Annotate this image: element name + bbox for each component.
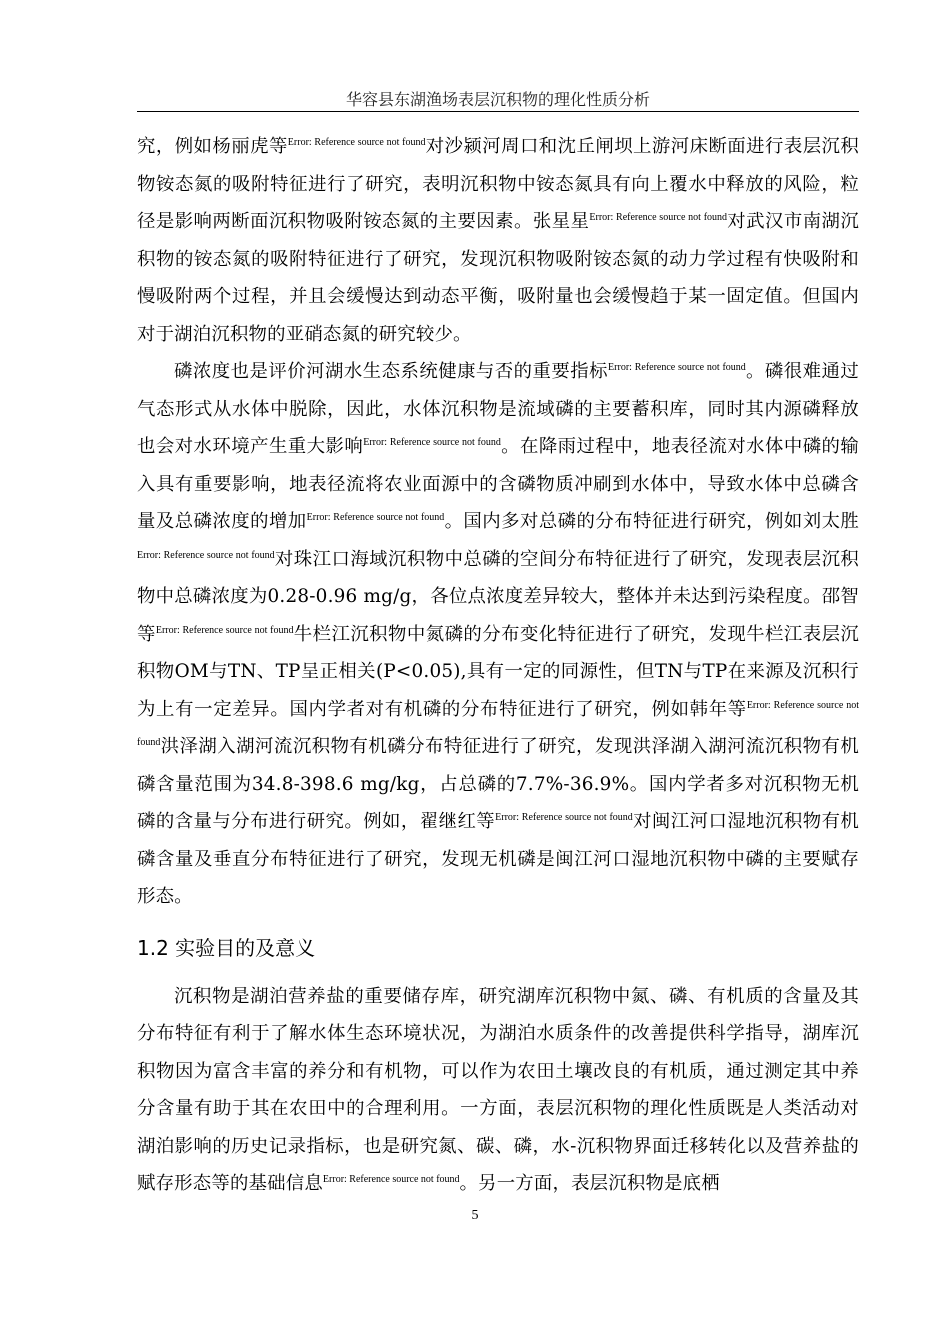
citation-error: Error: Reference source not found [137, 699, 860, 748]
body-text [137, 128, 859, 1203]
text-segment: 沉积物是湖泊营养盐的重要储存库，研究湖库沉积物中氮、磷、有机质的含量及其分布特征有利于了解水体生态环境状况，为湖泊水质条件的改善提供科学指导，湖库沉积物因为富含丰富的养分和有机物，可以作为农田土壤改良的有机质，通过测定其中养分含量有助于其在农田中的合理利用。一方面，表层沉积物的理化性质既是人类活动对湖泊影响的历史记录指标，也是研究氮、碳、磷，水-沉积物界面迁移转化以及营养盐的赋存形态等的基础信息 [137, 985, 859, 1194]
section-heading: 1.2 实验目的及意义 [137, 935, 316, 960]
text-segment: 。国内多对总磷的分布特征进行研究，例如刘太胜 [444, 511, 860, 532]
citation-error: Error: Reference source not found [608, 362, 746, 373]
citation-error: Error: Reference source not found [287, 137, 426, 148]
text-segment: 洪泽湖入湖河流沉积物有机磷分布特征进行了研究，发现洪泽湖入湖河流沉积物有机磷含量范围为34.8-398.6 mg/kg，占总磷的7.7%-36.9%。国内学者多对沉积物无机磷的含量与分布进行研究。例如，翟继红等 [137, 736, 859, 832]
paragraph-purpose [137, 978, 859, 1203]
paragraph-phosphorus [137, 353, 859, 916]
text-segment: 对珠江口海域沉积物中总磷的空间分布特征进行了研究，发现表层沉积物中总磷浓度为0.28-0.96 mg/g，各位点浓度差异较大，整体并未达到污染程度。邵智等 [137, 548, 860, 645]
text-segment: 牛栏江沉积物中氮磷的分布变化特征进行了研究，发现牛栏江表层沉积物OM与TN、TP呈正相关(P<0.05),具有一定的同源性，但TN与TP在来源及沉积行为上有一定差异。国内学者对有机磷的分布特征进行了研究，例如韩年等 [137, 623, 860, 720]
header-rule [137, 111, 859, 112]
text-segment: 对闽江河口湿地沉积物有机磷含量及垂直分布特征进行了研究，发现无机磷是闽江河口湿地沉积物中磷的主要赋存形态。 [137, 811, 860, 907]
citation-error: Error: Reference source not found [137, 549, 275, 561]
page-number: 5 [471, 1208, 479, 1223]
citation-error: Error: Reference source not found [363, 437, 501, 448]
citation-error: Error: Reference source not found [306, 512, 445, 523]
text-segment: 。磷很难通过气态形式从水体中脱除，因此，水体沉积物是流域磷的主要蓄积库，同时其内源磷释放也会对水环境产生重大影响 [137, 361, 860, 457]
text-segment: 究，例如杨丽虎等 [137, 136, 288, 157]
text-segment: 。另一方面，表层沉积物是底栖 [459, 1173, 720, 1194]
running-header: 华容县东湖渔场表层沉积物的理化性质分析 [345, 90, 650, 109]
text-segment: 磷浓度也是评价河湖水生态系统健康与否的重要指标 [174, 361, 609, 382]
text-segment: 对武汉市南湖沉积物的铵态氮的吸附特征进行了研究，发现沉积物吸附铵态氮的动力学过程有快吸附和慢吸附两个过程，并且会缓慢达到动态平衡，吸附量也会缓慢趋于某一固定值。但国内对于湖泊沉积物的亚硝态氮的研究较少。 [137, 211, 859, 345]
citation-error: Error: Reference source not found [322, 1174, 460, 1185]
text-segment: 。在降雨过程中，地表径流对水体中磷的输入具有重要影响，地表径流将农业面源中的含磷物质冲刷到水体中，导致水体中总磷含量及总磷浓度的增加 [137, 436, 860, 532]
citation-error: Error: Reference source not found [495, 812, 633, 823]
text-segment: 对沙颍河周口和沈丘闸坝上游河床断面进行表层沉积物铵态氮的吸附特征进行了研究，表明沉积物中铵态氮具有向上覆水中释放的风险，粒径是影响两断面沉积物吸附铵态氮的主要因素。张星星 [137, 136, 859, 232]
paragraph-nitrogen-continued [137, 128, 859, 353]
citation-error: Error: Reference source not found [155, 624, 294, 636]
citation-error: Error: Reference source not found [589, 212, 728, 223]
